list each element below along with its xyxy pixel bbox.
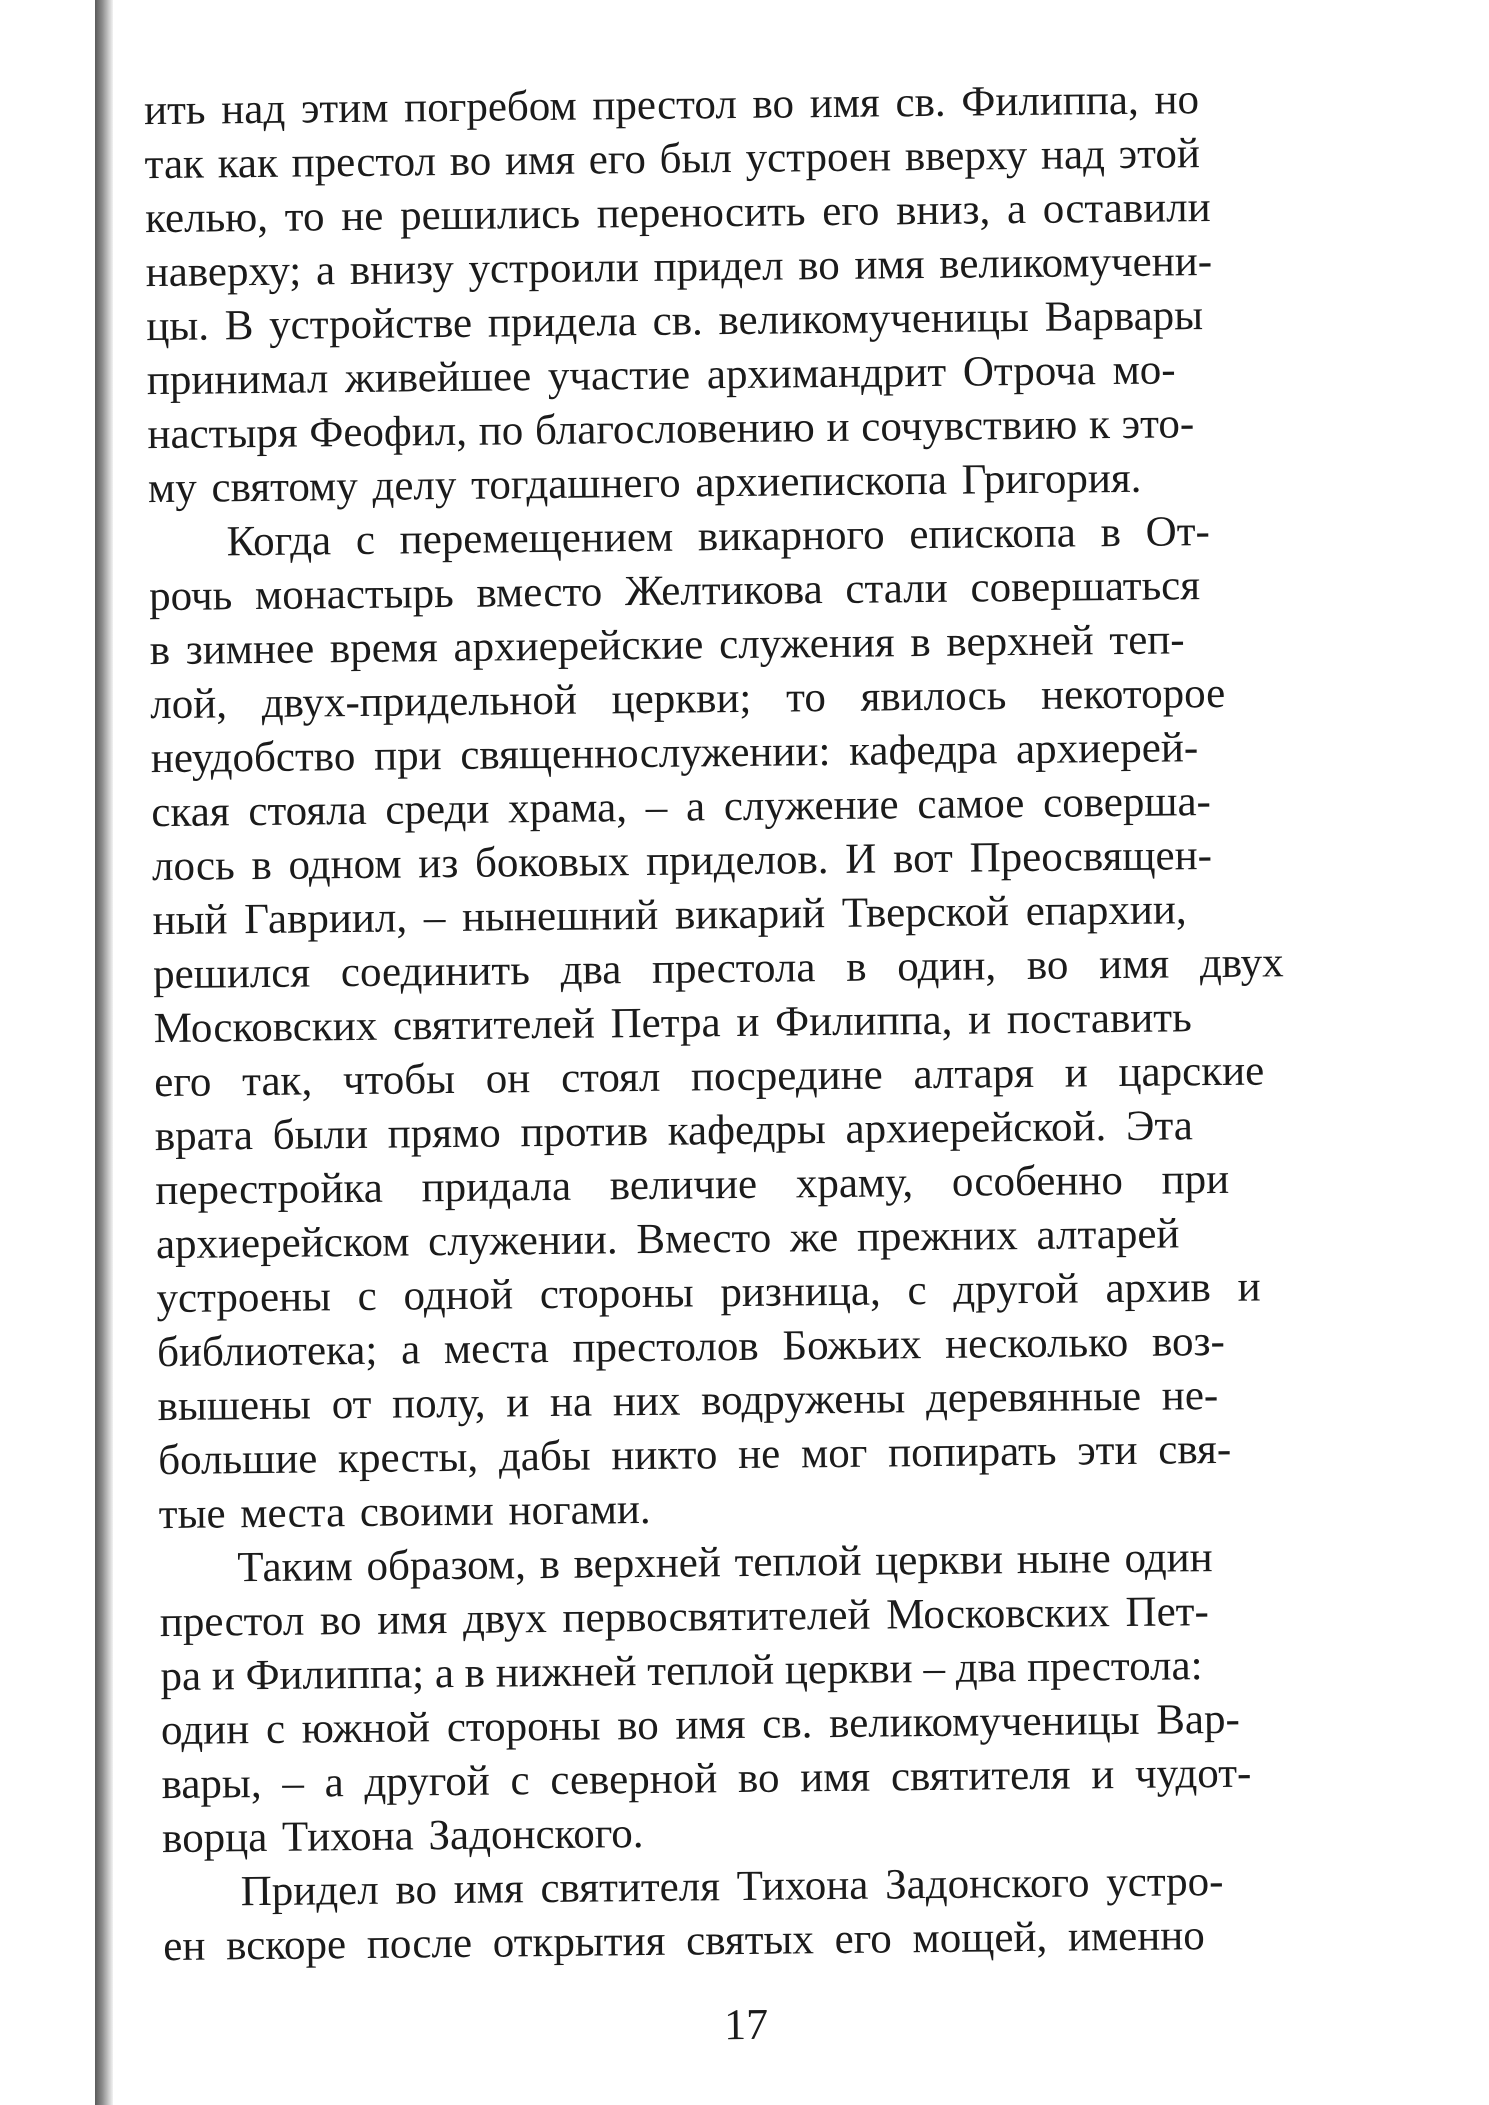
paragraph-start-line: Таким образом, в верхней теплой церкви ныне один	[237, 1534, 1213, 1592]
text-line: архиерейском служении. Вместо же прежних алтарей	[155, 1210, 1180, 1269]
text-line: большие кресты, дабы никто не мог попирать эти свя-	[157, 1425, 1232, 1485]
page-number: 17	[723, 1999, 769, 2050]
text-line: вышены от полу, и на них водружены деревянные не-	[157, 1372, 1219, 1431]
text-line: врата были прямо против кафедры архиерейской. Эта	[154, 1102, 1194, 1161]
text-line: лой, двух-придельной церкви; то явилось некоторое	[150, 669, 1226, 729]
text-line: Московских святителей Петра и Филиппа, и поставить	[153, 994, 1192, 1053]
text-line: его так, чтобы он стоял посредине алтаря и царские	[154, 1047, 1265, 1107]
text-line: перестройка придала величие храму, особенно при	[155, 1155, 1230, 1215]
text-line: тые места своими ногами.	[158, 1485, 651, 1539]
text-line: наверху; а внизу устроили придел во имя великомучени-	[145, 238, 1213, 297]
text-line: в зимнее время архиерейские служения в верхней теп-	[149, 616, 1185, 675]
text-line: ворца Тихона Задонского.	[161, 1810, 644, 1863]
text-line: так как престол во имя его был устроен вверху над этой	[144, 130, 1201, 189]
text-line: библиотека; а места престолов Божьих несколько воз-	[156, 1317, 1226, 1377]
text-line: цы. В устройстве придела св. великомученицы Варвары	[146, 292, 1204, 351]
text-line: ская стояла среди храма, – а служение самое соверша-	[151, 778, 1212, 837]
text-line: устроены с одной стороны ризница, с другой архив и	[156, 1263, 1261, 1323]
text-line: вары, – а другой с северной во имя святителя и чудот-	[161, 1749, 1252, 1809]
book-page	[144, 74, 1340, 2066]
paragraph-start-line: Когда с перемещением викарного епископа в От-	[226, 508, 1211, 566]
text-line: решился соединить два престола в один, во имя двух	[152, 939, 1284, 999]
text-line: ный Гавриил, – нынешний викарий Тверской епархии,	[152, 886, 1187, 945]
text-line: неудобство при священнослужении: кафедра архиерей-	[150, 724, 1199, 783]
text-line: ить над этим погребом престол во имя св. Филиппа, но	[143, 76, 1200, 135]
text-line: принимал живейшее участие архимандрит Отроча мо-	[146, 346, 1176, 405]
text-line: престол во имя двух первосвятителей Московских Пет-	[159, 1588, 1210, 1647]
text-line: келью, то не решились переносить его вниз, а оставили	[144, 184, 1211, 243]
text-line: му святому делу тогдашнего архиепископа Григория.	[147, 454, 1142, 513]
text-line: рочь монастырь вместо Желтикова стали совершаться	[148, 562, 1201, 621]
text-line: лось в одном из боковых приделов. И вот Преосвящен-	[151, 832, 1213, 891]
text-line: ра и Филиппа; а в нижней теплой церкви – два престола:	[160, 1642, 1203, 1701]
text-line: ен вскоре после открытия святых его мощей, именно	[163, 1912, 1205, 1971]
paragraph-start-line: Придел во имя святителя Тихона Задонского устро-	[240, 1857, 1224, 1916]
text-line: один с южной стороны во имя св. великомученицы Вар-	[160, 1695, 1241, 1755]
text-line: настыря Феофил, по благословению и сочувствию к это-	[147, 400, 1195, 459]
book-spine-shadow	[95, 0, 113, 2105]
